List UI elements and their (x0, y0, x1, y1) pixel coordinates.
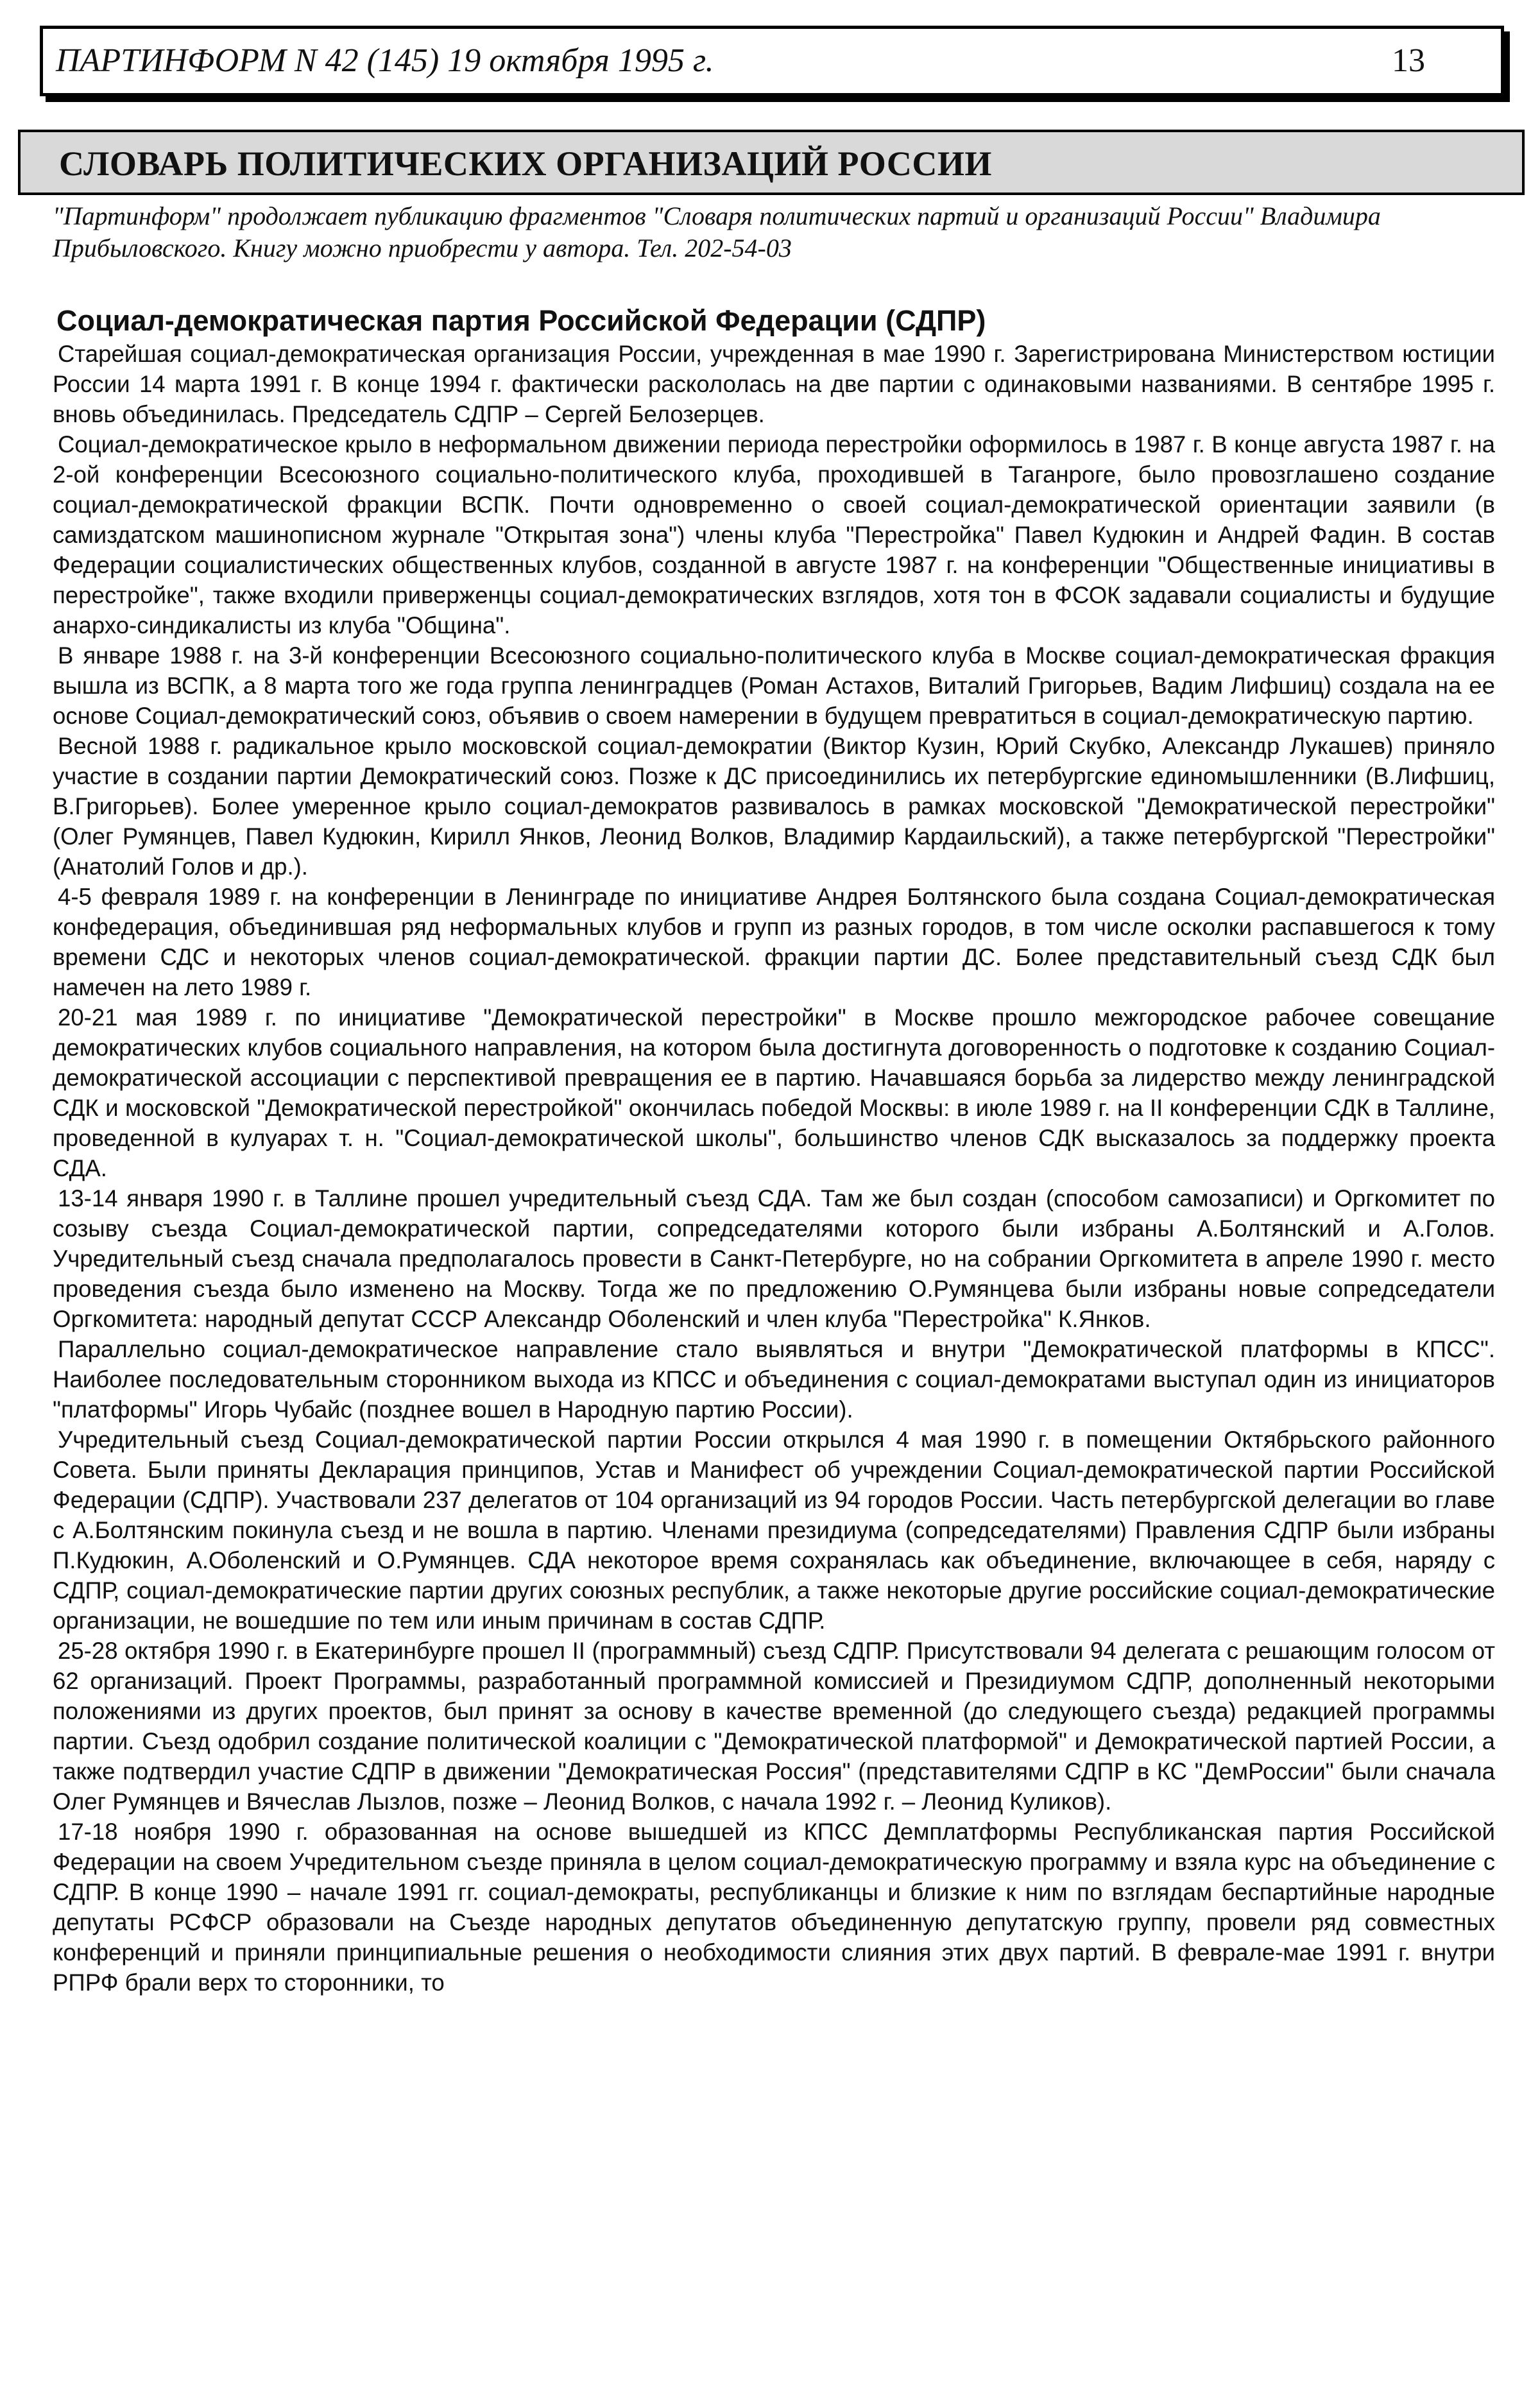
page-number: 13 (1392, 42, 1425, 79)
article-paragraph: В январе 1988 г. на 3-й конференции Всесоюзного социально-политического клуба в Москве социал-демократическая фракция вышла из ВСПК, а 8 марта того же года группа ленинградцев (Роман Астахов, Виталий Григорьев, Вадим Лифшиц) создала на ее основе Социал-демократический союз, объявив о своем намерении в будущем превратиться в социал-демократическую партию. (53, 642, 1495, 729)
article-paragraph: 20-21 мая 1989 г. по инициативе "Демократической перестройки" в Москве прошло межгородское рабочее совещание демократических клубов социального направления, на котором была достигнута договоренность о подготовке к созданию Социал-демократической ассоциации с перспективой превращения ее в партию. Начавшаяся борьба за лидерство между ленинградской СДК и московской "Демократической перестройкой" окончилась победой Москвы: в июле 1989 г. на II конференции СДК в Таллине, проведенной в кулуарах т. н. "Социал-демократической школы", большинство членов СДК высказалось за поддержку проекта СДА. (53, 1004, 1495, 1181)
publication-header (40, 26, 1504, 96)
article-paragraph: 17-18 ноября 1990 г. образованная на основе вышедшей из КПСС Демплатформы Республиканская партия Российской Федерации на своем Учредительном съезде приняла в целом социал-демократическую программу и взяла курс на объединение с СДПР. В конце 1990 – начале 1991 гг. социал-демократы, республиканцы и близкие к ним по взглядам беспартийные народные депутаты РСФСР образовали на Съезде народных депутатов объединенную депутатскую группу, провели ряд совместных конференций и приняли принципиальные решения о необходимости слияния этих двух партий. В феврале-мае 1991 г. внутри РПРФ брали верх то сторонники, то (53, 1819, 1495, 1996)
article-paragraph: Учредительный съезд Социал-демократической партии России открылся 4 мая 1990 г. в помещении Октябрьского районного Совета. Были приняты Декларация принципов, Устав и Манифест об учреждении Социал-демократической партии Российской Федерации (СДПР). Участвовали 237 делегатов от 104 организаций из 94 городов России. Часть петербургской делегации во главе с А.Болтянским покинула съезд и не вошла в партию. Членами президиума (сопредседателями) Правления СДПР были избраны П.Кудюкин, А.Оболенский и О.Румянцев. СДА некоторое время сохранялась как объединение, включающее в себя, наряду с СДПР, социал-демократические партии других союзных республик, а также некоторые другие российские социал-демократические организации, не вошедшие по тем или иным причинам в состав СДПР. (53, 1427, 1495, 1634)
article-paragraph: 13-14 января 1990 г. в Таллине прошел учредительный съезд СДА. Там же был создан (способом самозаписи) и Оргкомитет по созыву съезда Социал-демократической партии, сопредседателями которого были избраны А.Болтянский и А.Голов. Учредительный съезд сначала предполагалось провести в Санкт-Петербурге, но на собрании Оргкомитета в апреле 1990 г. место проведения съезда было изменено на Москву. Тогда же по предложению О.Румянцева были избраны новые сопредседатели Оргкомитета: народный депутат СССР Александр Оболенский и член клуба "Перестройка" К.Янков. (53, 1185, 1495, 1332)
section-title: СЛОВАРЬ ПОЛИТИЧЕСКИХ ОРГАНИЗАЦИЙ РОССИИ (59, 144, 992, 183)
section-banner (18, 130, 1525, 195)
article-paragraph: Весной 1988 г. радикальное крыло московской социал-демократии (Виктор Кузин, Юрий Скубко, Александр Лукашев) приняло участие в создании партии Демократический союз. Позже к ДС присоединились их петербургские единомышленники (В.Лифшиц, В.Григорьев). Более умеренное крыло социал-демократов развивалось в рамках московской "Демократической перестройки" (Олег Румянцев, Павел Кудюкин, Кирилл Янков, Леонид Волков, Владимир Кардаильский), а также петербургской "Перестройки" (Анатолий Голов и др.). (53, 733, 1495, 880)
article-paragraph: Старейшая социал-демократическая организация России, учрежденная в мае 1990 г. Зарегистрирована Министерством юстиции России 14 марта 1991 г. В конце 1994 г. фактически раскололась на две партии с одинаковыми названиями. В сентябре 1995 г. вновь объединилась. Председатель СДПР – Сергей Белозерцев. (53, 341, 1495, 427)
article-paragraph: Социал-демократическое крыло в неформальном движении периода перестройки оформилось в 1987 г. В конце августа 1987 г. на 2-ой конференции Всесоюзного социально-политического клуба, проходившей в Таганроге, было провозглашено создание социал-демократической фракции ВСПК. Почти одновременно о своей социал-демократической ориентации заявили (в самиздатском машинописном журнале "Открытая зона") члены клуба "Перестройка" Павел Кудюкин и Андрей Фадин. В состав Федерации социалистических общественных клубов, созданной в августе 1987 г. на конференции "Общественные инициативы в перестройке", также входили приверженцы социал-демократических взглядов, хотя тон в ФСОК задавали социалисты и будущие анархо-синдикалисты из клуба "Община". (53, 431, 1495, 638)
article-title: Социал-демократическая партия Российской Федерации (СДПР) (56, 304, 986, 337)
article-paragraph: 25-28 октября 1990 г. в Екатеринбурге прошел II (программный) съезд СДПР. Присутствовали 94 делегата с решающим голосом от 62 организаций. Проект Программы, разработанный программной комиссией и Президиумом СДПР, дополненный некоторыми положениями из других проектов, был принят за основу в качестве временной (до следующего съезда) редакцией программы партии. Съезд одобрил создание политической коалиции с "Демократической платформой" и Демократической партией России, а также подтвердил участие СДПР в движении "Демократическая Россия" (представителями СДПР в КС "ДемРоссии" были сначала Олег Румянцев и Вячеслав Лызлов, позже – Леонид Волков, с начала 1992 г. – Леонид Куликов). (53, 1638, 1495, 1815)
article-body (53, 339, 1495, 1998)
intro-text: "Партинформ" продолжает публикацию фрагментов "Словаря политических партий и организаций России" Владимира Прибыловского. Книгу можно приобрести у автора. Тел. 202-54-03 (53, 201, 1381, 262)
article-paragraph: Параллельно социал-демократическое направление стало выявляться и внутри "Демократической платформы в КПСС". Наиболее последовательным сторонником выхода из КПСС и объединения с социал-демократами выступал один из инициаторов "платформы" Игорь Чубайс (позднее вошел в Народную партию России). (53, 1336, 1495, 1423)
publication-title: ПАРТИНФОРМ N 42 (145) 19 октября 1995 г. (56, 42, 714, 79)
article-paragraph: 4-5 февраля 1989 г. на конференции в Ленинграде по инициативе Андрея Болтянского была создана Социал-демократическая конфедерация, объединившая ряд неформальных клубов и групп из разных городов, в том числе осколки распавшегося к тому времени СДС и некоторых членов социал-демократической. фракции партии ДС. Более представительный съезд СДК был намечен на лето 1989 г. (53, 884, 1495, 1000)
